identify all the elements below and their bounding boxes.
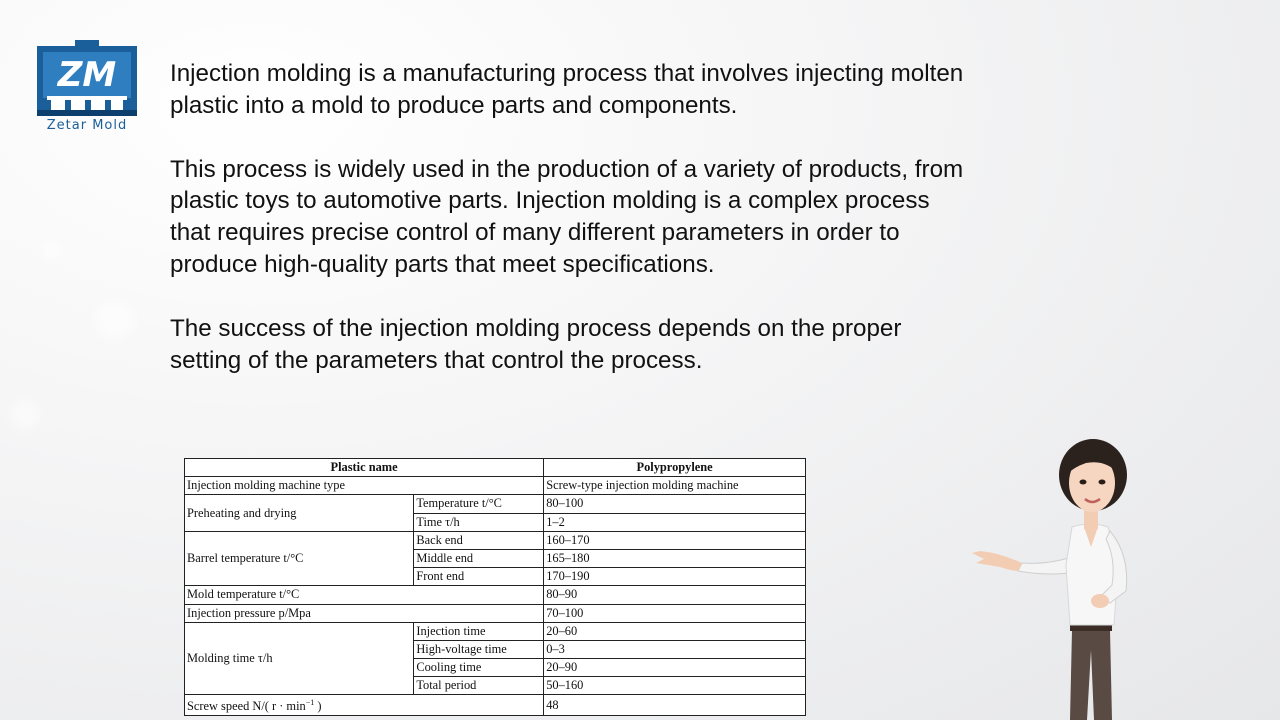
- screw-speed-value: 48: [544, 695, 806, 715]
- total-period-value: 50–160: [544, 677, 806, 695]
- header-material: Polypropylene: [544, 459, 806, 477]
- table-row: [185, 695, 806, 715]
- process-parameters-table: [184, 458, 806, 716]
- machine-type-label: Injection molding machine type: [185, 477, 544, 495]
- table-row: [185, 531, 806, 549]
- table-row: [185, 586, 806, 604]
- barrel-back-label: Back end: [414, 531, 544, 549]
- preheating-label: Preheating and drying: [185, 495, 414, 531]
- table-row: [185, 459, 806, 477]
- description-text: [170, 58, 970, 408]
- preheating-time-value: 1–2: [544, 513, 806, 531]
- cooling-time-value: 20–90: [544, 659, 806, 677]
- injection-time-value: 20–60: [544, 622, 806, 640]
- screw-speed-exponent: −1: [305, 698, 315, 708]
- barrel-front-label: Front end: [414, 568, 544, 586]
- barrel-label: Barrel temperature t/°C: [185, 531, 414, 586]
- preheating-temp-value: 80–100: [544, 495, 806, 513]
- table-row: [185, 495, 806, 513]
- screw-speed-label-close: ): [314, 699, 322, 714]
- paragraph-usage: This process is widely used in the production of a variety of products, from plastic toys to automotive parts. Injection molding is a complex process that requires precise control of many different parameters in order to produce high-quality parts that meet specifications.: [170, 155, 964, 278]
- preheating-time-label: Time τ/h: [414, 513, 544, 531]
- table-row: [185, 477, 806, 495]
- presenter-avatar-icon: [960, 435, 1160, 720]
- logo-brand-text: Zetar Mold: [46, 118, 128, 133]
- paragraph-intro: Injection molding is a manufacturing process that involves injecting molten plastic into a mold to produce parts and components.: [170, 60, 964, 119]
- mold-temp-label: Mold temperature t/°C: [185, 586, 544, 604]
- injection-time-label: Injection time: [414, 622, 544, 640]
- table-row: [185, 604, 806, 622]
- barrel-front-value: 170–190: [544, 568, 806, 586]
- preheating-temp-label: Temperature t/°C: [414, 495, 544, 513]
- hv-time-value: 0–3: [544, 640, 806, 658]
- inj-pressure-value: 70–100: [544, 604, 806, 622]
- molding-time-label: Molding time τ/h: [185, 622, 414, 695]
- mold-temp-value: 80–90: [544, 586, 806, 604]
- inj-pressure-label: Injection pressure p/Mpa: [185, 604, 544, 622]
- total-period-label: Total period: [414, 677, 544, 695]
- header-plastic-name: Plastic name: [185, 459, 544, 477]
- logo-monogram: ZM: [57, 55, 117, 95]
- paragraph-success: The success of the injection molding process depends on the proper setting of the parameters that control the process.: [170, 314, 902, 374]
- barrel-back-value: 160–170: [544, 531, 806, 549]
- table-row: [185, 622, 806, 640]
- bokeh-light: [40, 240, 62, 262]
- barrel-middle-value: 165–180: [544, 549, 806, 567]
- cooling-time-label: Cooling time: [414, 659, 544, 677]
- barrel-middle-label: Middle end: [414, 549, 544, 567]
- screw-speed-label-text: Screw speed N/( r · min: [187, 699, 306, 714]
- bokeh-light: [10, 400, 40, 430]
- hv-time-label: High-voltage time: [414, 640, 544, 658]
- machine-type-value: Screw-type injection molding machine: [544, 477, 806, 495]
- bokeh-light: [95, 300, 135, 340]
- screw-speed-label: [185, 695, 544, 715]
